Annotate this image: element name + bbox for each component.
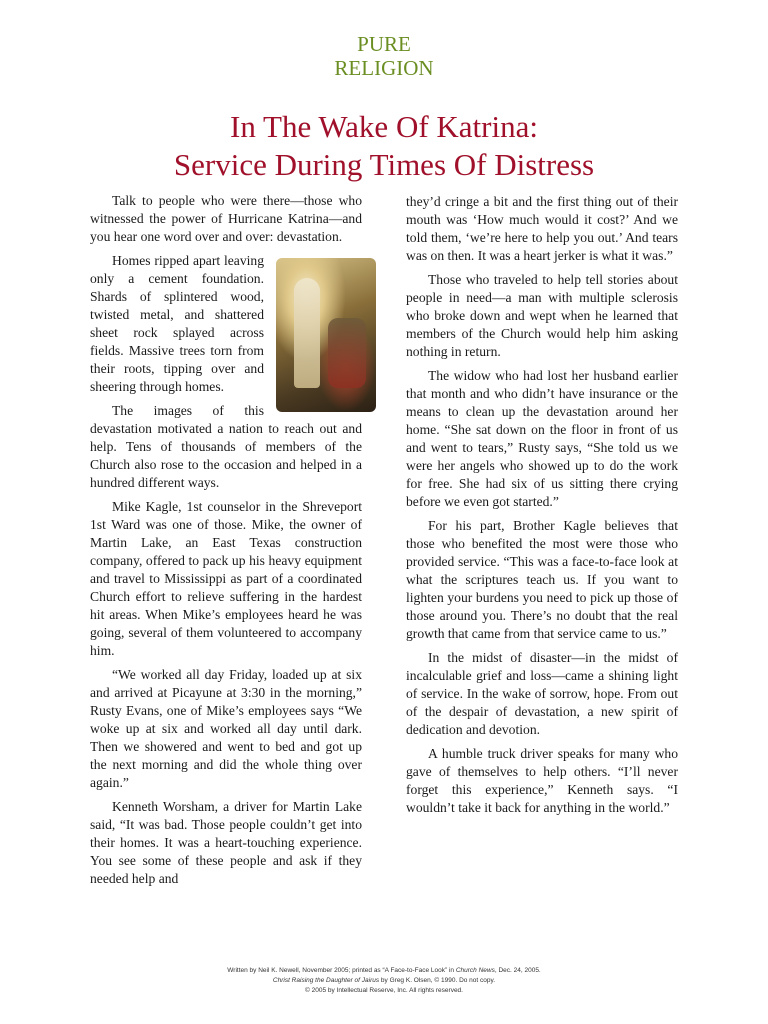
paragraph: “We worked all day Friday, loaded up at six and arrived at Picayune at 3:30 in the morning,” Rusty Evans, one of Mike’s employees says “We woke up at six and worked all day until dark. Then we showered and went to bed and got up the next morning and did the whole thing over again.” bbox=[90, 667, 362, 790]
footer-text: , Dec. 24, 2005. bbox=[494, 967, 541, 974]
kicker-line-2: RELIGION bbox=[334, 56, 434, 80]
paragraph: Homes ripped apart leaving only a cement foundation. Shards of splintered wood, twisted metal, and shattered sheet rock splayed across fields. Massive trees torn from their roots, tipping over and sheering through homes. bbox=[90, 253, 264, 394]
paragraph: A humble truck driver speaks for many who gave of themselves to help others. “I’ll never forget this experience,” Kenneth says. “I wouldn’t take it back for anything in the world.” bbox=[406, 746, 678, 815]
paragraph: Those who traveled to help tell stories about people in need—a man with multiple sclerosis who broke down and wept when he learned that members of the Church would help him asking nothing in return. bbox=[406, 272, 678, 359]
credits-footer bbox=[0, 966, 768, 996]
paragraph: Mike Kagle, 1st counselor in the Shreveport 1st Ward was one of those. Mike, the owner of Martin Lake, an East Texas construction company, offered to pack up his heavy equipment and travel to Mississippi as part of a coordinated Church effort to relieve suffering in the hardest hit areas. When Mike’s employees heard he was going, several of them volunteered to accompany him. bbox=[90, 499, 362, 658]
paragraph: Talk to people who were there—those who witnessed the power of Hurricane Katrina—and you hear one word over and over: devastation. bbox=[90, 193, 362, 244]
paragraph: they’d cringe a bit and the first thing out of their mouth was ‘How much would it cost?’ And we told them, ‘we’re here to help you out.’ And tears was on then. It was a heart jerker is what it was.” bbox=[406, 194, 678, 263]
left-column bbox=[90, 192, 362, 894]
paragraph: The widow who had lost her husband earlier that month and who didn’t have insurance or the means to clean up the devastation around her home. “She sat down on the floor in front of us and went to tears,” Rusty says, “She told us we were her angels who showed up to do the work for free. She had six of us sitting there crying before we even got started.” bbox=[406, 368, 678, 509]
title-line-1: In The Wake Of Katrina: bbox=[230, 109, 538, 144]
footer-text: Written by Neil K. Newell, November 2005; printed as “A Face-to-Face Look” in bbox=[227, 967, 456, 974]
footer-text: by Greg K. Olsen, © 1990. Do not copy. bbox=[379, 977, 496, 984]
paragraph: The images of this devastation motivated a nation to reach out and help. Tens of thousands of members of the Church also rose to the occasion and helped in a hundred different ways. bbox=[90, 403, 362, 490]
paragraph: In the midst of disaster—in the midst of incalculable grief and loss—came a shining light of service. In the wake of sorrow, hope. From out of the despair of devastation, a new spirit of dedication and devotion. bbox=[406, 650, 678, 737]
title-line-2: Service During Times Of Distress bbox=[173, 147, 595, 182]
footer-publication: Church News bbox=[455, 967, 495, 974]
kicker-line-1: PURE bbox=[357, 32, 411, 56]
footer-artwork-title: Christ Raising the Daughter of Jairus bbox=[272, 977, 380, 984]
right-column bbox=[406, 193, 678, 823]
article-title bbox=[0, 108, 768, 184]
paragraph: Kenneth Worsham, a driver for Martin Lake said, “It was bad. Those people couldn’t get into their homes. It was a heart-touching experience. You see some of these people and ask if they needed help and bbox=[90, 799, 362, 886]
footer-line-1 bbox=[0, 966, 768, 976]
footer-line-2 bbox=[0, 976, 768, 986]
paragraph: For his part, Brother Kagle believes that those who benefited the most were those who provided service. “This was a face-to-face look at what the scriptures teach us. If you want to lighten your burdens you need to pick up those of those around you. There’s no doubt that the real growth that came from that service came to us.” bbox=[406, 518, 678, 641]
kneeling-figures bbox=[328, 318, 366, 388]
footer-line-3: © 2005 by Intellectual Reserve, Inc. All rights reserved. bbox=[305, 987, 463, 994]
section-kicker bbox=[0, 32, 768, 80]
painting-image bbox=[276, 258, 376, 412]
christ-figure bbox=[294, 278, 320, 388]
